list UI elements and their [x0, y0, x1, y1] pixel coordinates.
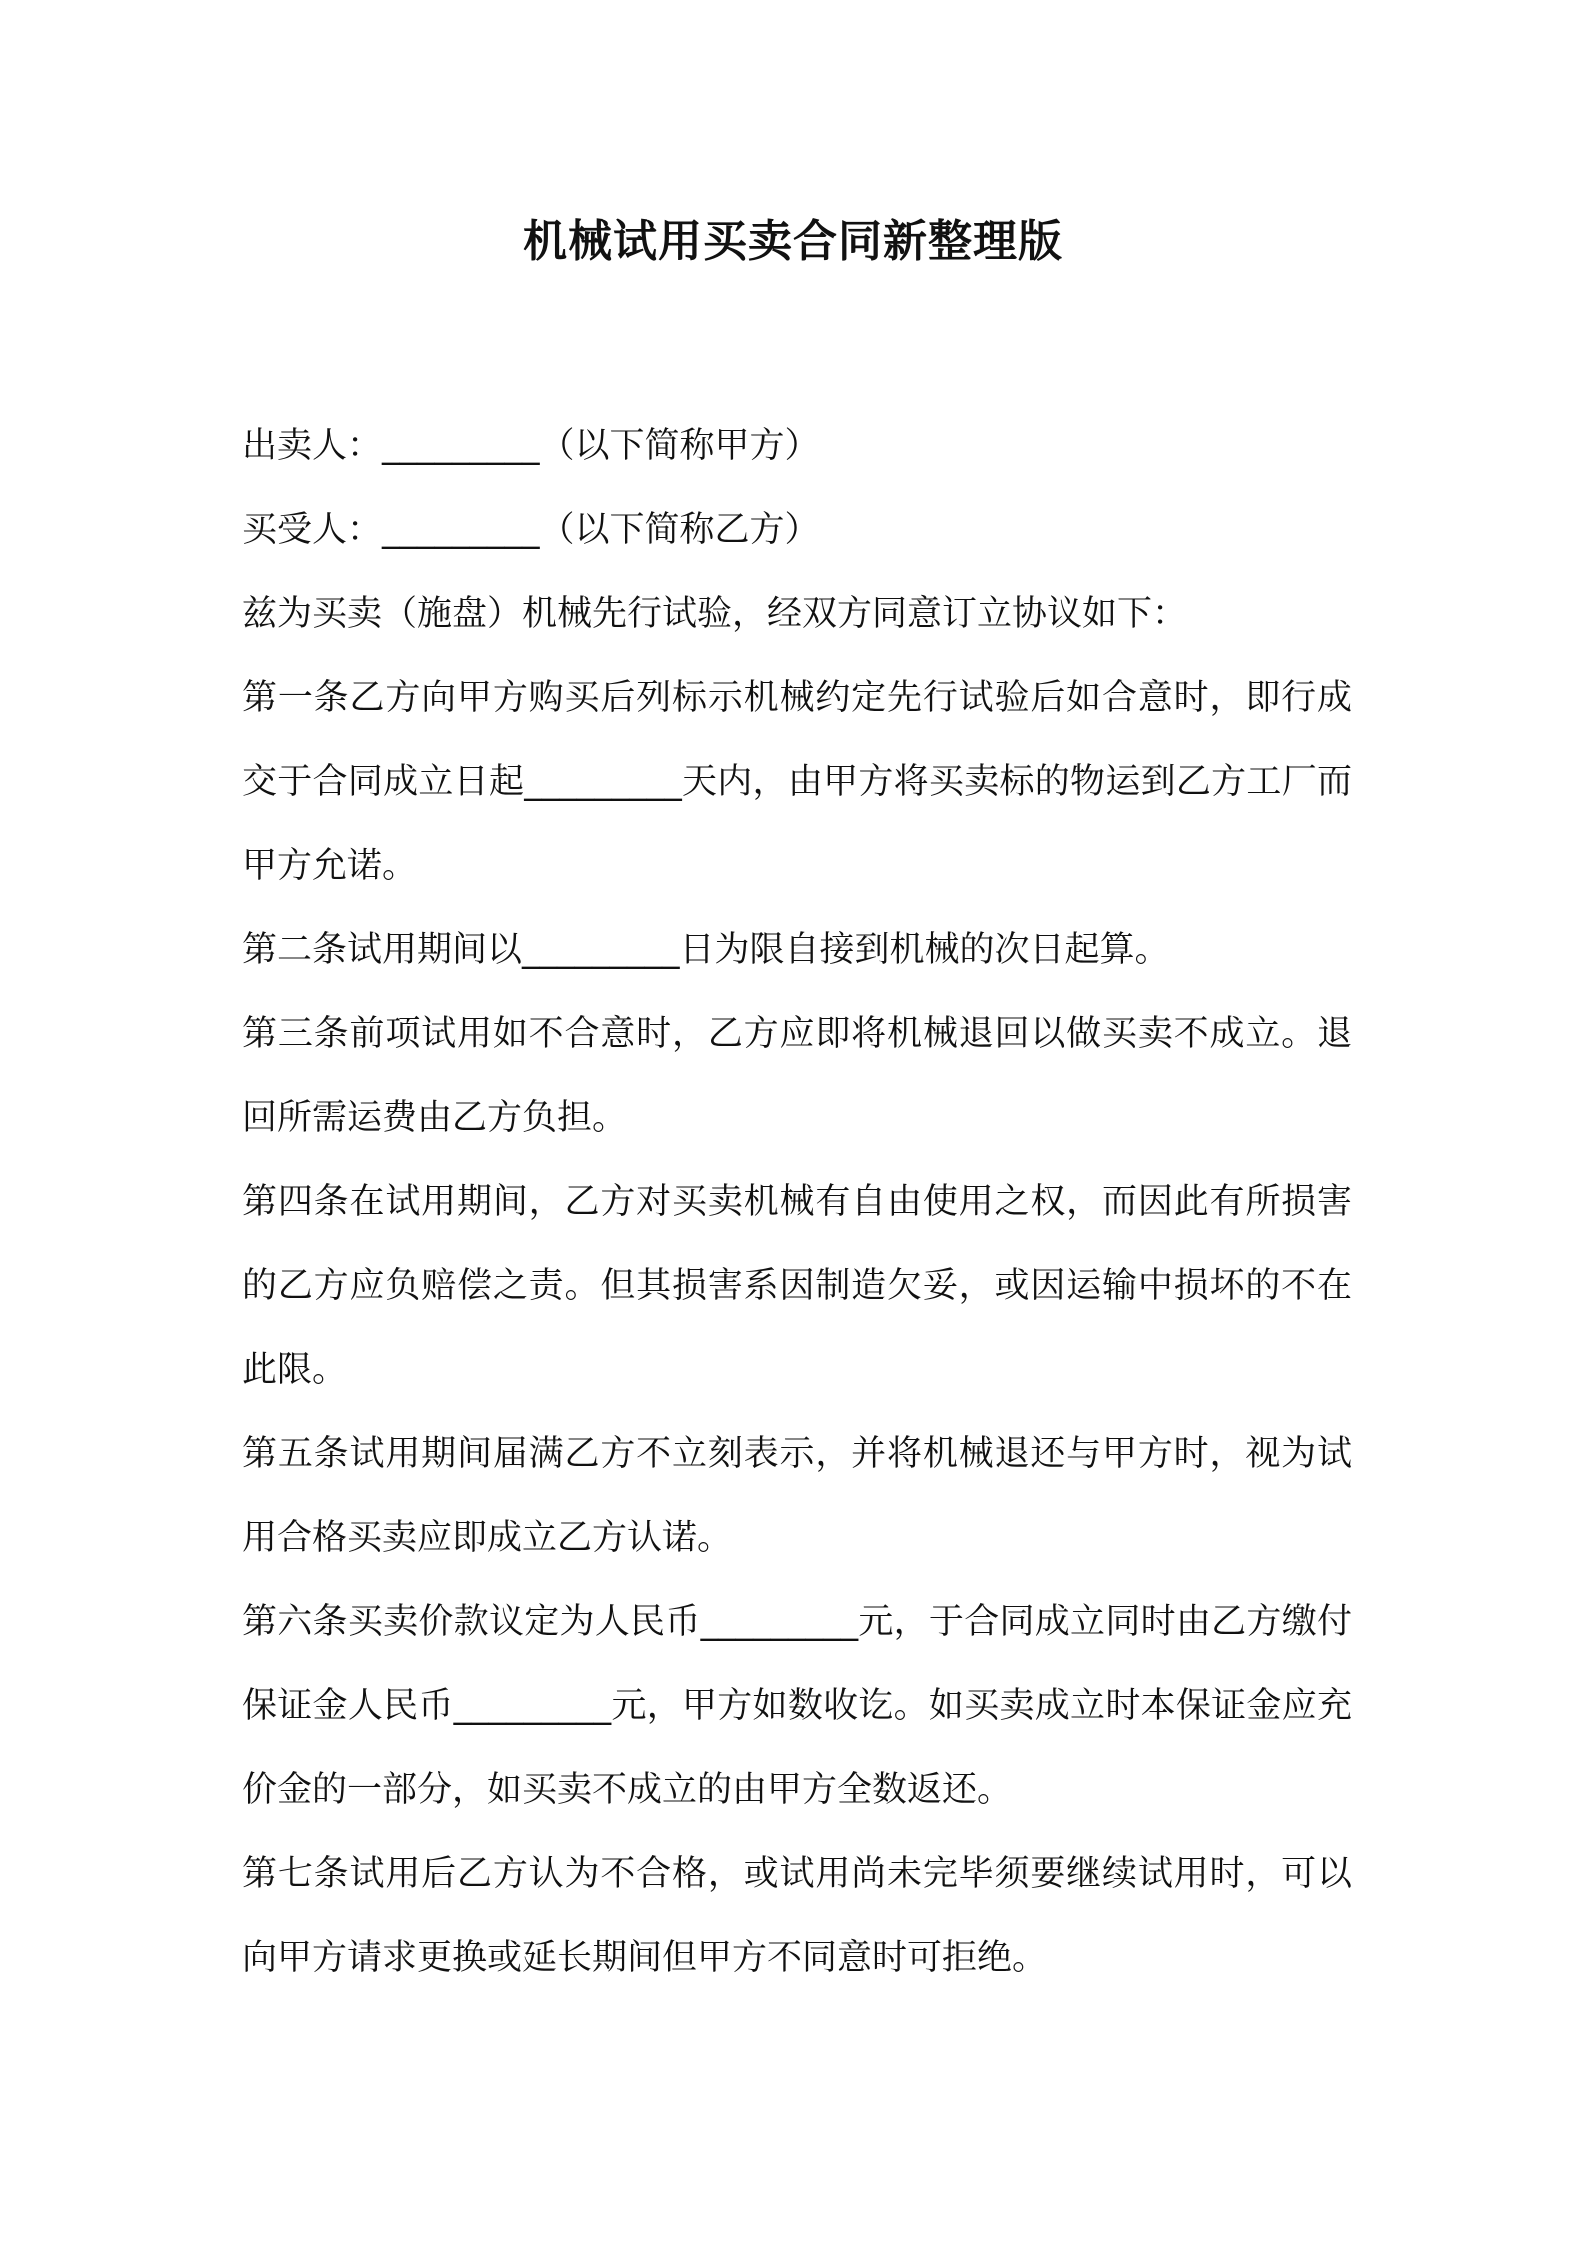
article-4: 第四条在试用期间，乙方对买卖机械有自由使用之权，而因此有所损害的乙方应负赔偿之责。但其损害系因制造欠妥，或因运输中损坏的不在此限。 — [242, 1182, 1352, 1390]
document-title: 机械试用买卖合同新整理版 — [523, 216, 1063, 267]
preamble: 兹为买卖（施盘）机械先行试验，经双方同意订立协议如下： — [242, 594, 1188, 634]
buyer-line: 买受人：_________（以下简称乙方） — [242, 510, 820, 550]
article-1: 第一条乙方向甲方购买后列标示机械约定先行试验后如合意时，即行成交于合同成立日起_________天内，由甲方将买卖标的物运到乙方工厂而甲方允诺。 — [242, 678, 1352, 886]
article-3: 第三条前项试用如不合意时，乙方应即将机械退回以做买卖不成立。退回所需运费由乙方负担。 — [242, 1014, 1352, 1138]
seller-line: 出卖人：_________（以下简称甲方） — [242, 426, 820, 466]
article-5: 第五条试用期间届满乙方不立刻表示，并将机械退还与甲方时，视为试用合格买卖应即成立乙方认诺。 — [242, 1434, 1352, 1558]
document-body — [242, 404, 1352, 2000]
article-7: 第七条试用后乙方认为不合格，或试用尚未完毕须要继续试用时，可以向甲方请求更换或延长期间但甲方不同意时可拒绝。 — [242, 1854, 1352, 1978]
article-6: 第六条买卖价款议定为人民币_________元，于合同成立同时由乙方缴付保证金人民币_________元，甲方如数收讫。如买卖成立时本保证金应充价金的一部分，如买卖不成立的由甲方全数返还。 — [242, 1602, 1352, 1810]
article-2: 第二条试用期间以_________日为限自接到机械的次日起算。 — [242, 930, 1170, 970]
